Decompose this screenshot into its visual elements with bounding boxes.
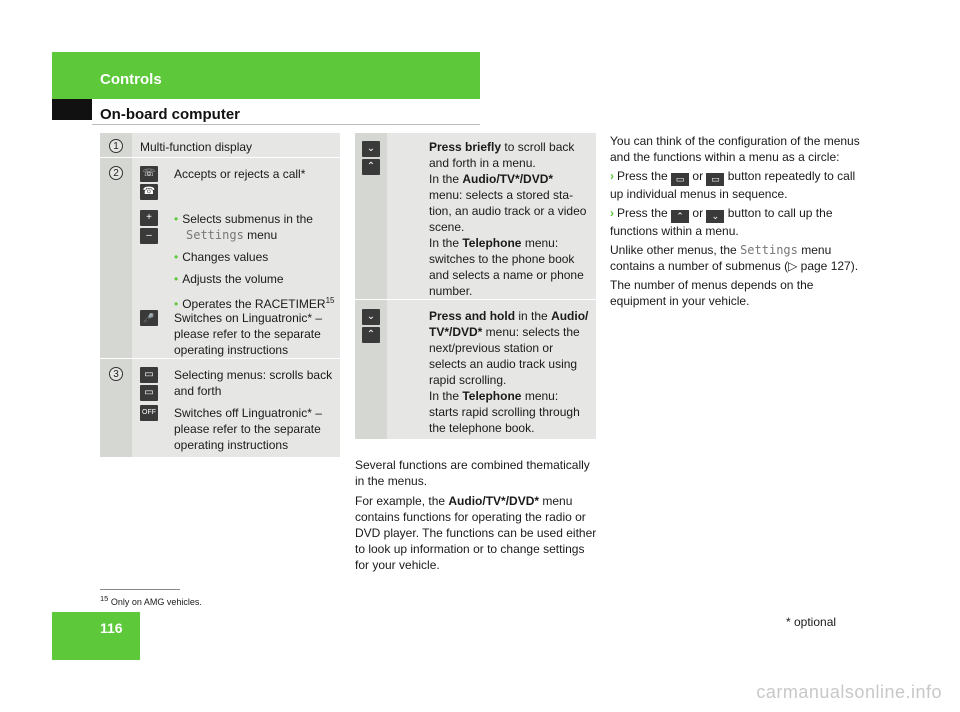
voice-on-icon: 🎤: [140, 310, 158, 326]
scroll-up-icon: ⌃: [362, 159, 380, 175]
header-divider: [92, 124, 480, 125]
footnote: $^{15}$ Only on AMG vehicles.: [100, 594, 202, 607]
menu-back-icon: ▭: [140, 385, 158, 401]
scroll-down-icon: ⌄: [362, 141, 380, 157]
scroll-up-icon: ⌃: [362, 327, 380, 343]
controls-table: [100, 133, 340, 457]
table-row: 1 Multi-function display: [100, 133, 340, 157]
callout-2: 2: [109, 166, 123, 180]
page-title: On-board computer: [100, 106, 241, 123]
watermark: carmanualsonline.info: [756, 682, 942, 702]
phone-accept-icon: ☏: [140, 166, 158, 182]
body-text-right: You can think of the configuration of the menus and the functions within a menu as a circle: › Press the ▭ or ▭ button repeatedly to call up individual menus in sequence. › Press the ⌃ or ⌄ button to call up the functions within a menu. Unlike other menus, the Settings menu contains a number of submenus (▷ page 127). The number of menus depends on the equipment in your vehicle.: [610, 134, 860, 308]
scroll-down-icon: ⌄: [706, 210, 724, 223]
table-row: 3 ▭ ▭ Selecting menus: scrolls back and forth OFF Switches off Linguatronic* – please refer to the separate operating instructions: [100, 359, 340, 457]
plus-icon: +: [140, 210, 158, 226]
menu-forward-icon: ▭: [671, 173, 689, 186]
section-title: Controls: [100, 71, 162, 88]
footnote-divider: [100, 589, 180, 590]
table-row: 2 ☏ ☎ Accepts or rejects a call* + – • Selects submenus in the Settings menu • Changes values • Adjusts the volume • Operates the RACETIMER$^{15}$ 🎤 Switches on Linguatronic* – please refer to the separate operating instructions: [100, 158, 340, 358]
callout-3: 3: [109, 367, 123, 381]
page-number: 116: [100, 620, 123, 636]
phone-reject-icon: ☎: [140, 184, 158, 200]
callout-1: 1: [109, 139, 123, 153]
body-text-middle: Several functions are combined thematically in the menus. For example, the Audio/TV*/DVD* menu contains functions for operating the radio or DVD player. The functions can be used either to look up information or to change settings for your vehicle.: [355, 458, 597, 572]
menu-back-icon: ▭: [706, 173, 724, 186]
optional-note: * optional: [786, 615, 837, 629]
table-row: ⌄ ⌃ Press and hold in the Audio/ TV*/DVD* menu: selects the next/previous station or selects an audio track using rapid scrolling. In the Telephone menu: starts rapid scrolling through the telephone book.: [355, 300, 596, 439]
minus-icon: –: [140, 228, 158, 244]
scroll-up-icon: ⌃: [671, 210, 689, 223]
scroll-buttons-table: [355, 133, 596, 439]
page-number-box: [52, 612, 140, 660]
table-row: ⌄ ⌃ Press briefly to scroll back and forth in a menu. In the Audio/TV*/DVD* menu: selects a stored sta- tion, an audio track or a video scene. In the Telephone menu: switches to the phone book and selects a name or phone number.: [355, 133, 596, 299]
menu-forward-icon: ▭: [140, 367, 158, 383]
header-marker: [52, 99, 92, 120]
scroll-down-icon: ⌄: [362, 309, 380, 325]
voice-off-icon: OFF: [140, 405, 158, 421]
